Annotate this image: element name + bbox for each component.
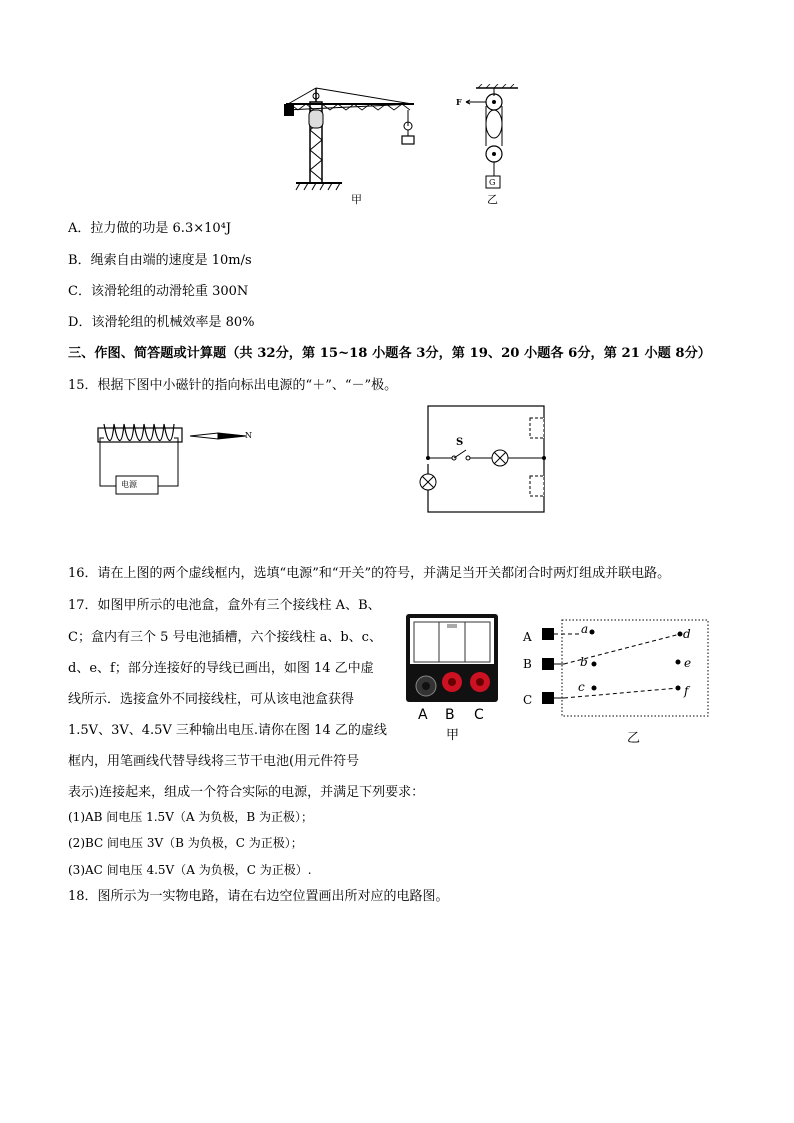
option-text: 绳索自由端的速度是 10m/s: [90, 253, 252, 268]
option-key: C: [68, 284, 78, 299]
option-key: A: [68, 221, 78, 236]
option-text: 拉力做的功是 6.3×10⁴J: [90, 221, 232, 236]
q18-text: 18．图所示为一实物电路，请在右边空位置画出所对应的电路图。: [68, 889, 449, 904]
weight-label: G: [489, 178, 496, 187]
q17-line-6: 框内，用笔画线代替导线将三节干电池(用元件符号: [68, 754, 360, 769]
option-a: A．拉力做的功是 6.3×10⁴J: [68, 221, 232, 236]
q17-line-7: 表示)连接起来，组成一个符合实际的电源，并满足下列要求：: [68, 785, 425, 800]
option-text: 该滑轮组的机械效率是 80%: [91, 315, 255, 330]
section-title: 三、作图、简答题或计算题（共 32分，第 15~18 小题各 3分，第 19、20 小题各 6分，第 21 小题 8分）: [68, 346, 711, 361]
option-d: D．该滑轮组的机械效率是 80%: [68, 315, 255, 330]
switch-label: S: [456, 437, 464, 448]
q17-line-5: 1.5V、3V、4.5V 三种输出电压.请你在图 14 乙的虚线: [68, 723, 387, 738]
needle-pole-label: N: [245, 431, 252, 440]
q17-requirement-2: (2)BC 间电压 3V（B 为负极，C 为正极）；: [68, 836, 303, 850]
diagram-terminal-c: C: [523, 693, 533, 707]
diagram-node-a: a: [581, 622, 589, 636]
option-c: C．该滑轮组的动滑轮重 300N: [68, 284, 249, 299]
photo-terminal-c: C: [474, 707, 484, 723]
solenoid-figure: [92, 416, 272, 498]
diagram-terminal-a: A: [523, 630, 532, 644]
crane-figure: [282, 80, 422, 208]
q17-line-3: d、e、f；部分连接好的导线已画出，如图 14 乙中虚: [68, 661, 374, 676]
q17-line-4: 线所示．选接盒外不同接线柱，可从该电池盒获得: [68, 692, 355, 707]
battery-box-photo: [404, 612, 500, 704]
option-b: B．绳索自由端的速度是 10m/s: [68, 253, 252, 268]
photo-terminal-b: B: [445, 707, 455, 723]
photo-caption: 甲: [446, 728, 460, 743]
q17-requirement-3: (3)AC 间电压 4.5V（A 为负极，C 为正极）.: [68, 863, 312, 877]
diagram-node-b: b: [580, 655, 588, 669]
q17-line-2: C；盒内有三个 5 号电池插槽，六个接线柱 a、b、c、: [68, 630, 382, 645]
option-key: B: [68, 253, 78, 268]
diagram-node-e: e: [684, 656, 692, 670]
diagram-caption: 乙: [627, 731, 641, 746]
option-text: 该滑轮组的动滑轮重 300N: [90, 284, 249, 299]
diagram-node-c: c: [578, 680, 585, 694]
photo-terminal-a: A: [418, 707, 428, 723]
q17-requirement-1: (1)AB 间电压 1.5V（A 为负极，B 为正极）；: [68, 810, 313, 824]
force-label: F: [456, 97, 462, 107]
diagram-node-f: f: [684, 684, 689, 698]
q17-line-1: 17．如图甲所示的电池盒，盒外有三个接线柱 A、B、: [68, 598, 381, 613]
q16-text: 16．请在上图的两个虚线框内，选填“电源”和“开关”的符号，并满足当开关都闭合时两灯组成并联电路。: [68, 566, 671, 581]
q15-text: 15．根据下图中小磁针的指向标出电源的“＋”、“－”极。: [68, 378, 398, 393]
option-key: D: [68, 315, 79, 330]
crane-caption: 甲: [351, 193, 362, 206]
diagram-terminal-b: B: [523, 657, 532, 671]
power-source-label: 电源: [121, 480, 137, 489]
pulley-caption: 乙: [487, 193, 498, 206]
parallel-circuit-figure: [414, 400, 564, 528]
diagram-node-d: d: [683, 627, 691, 641]
